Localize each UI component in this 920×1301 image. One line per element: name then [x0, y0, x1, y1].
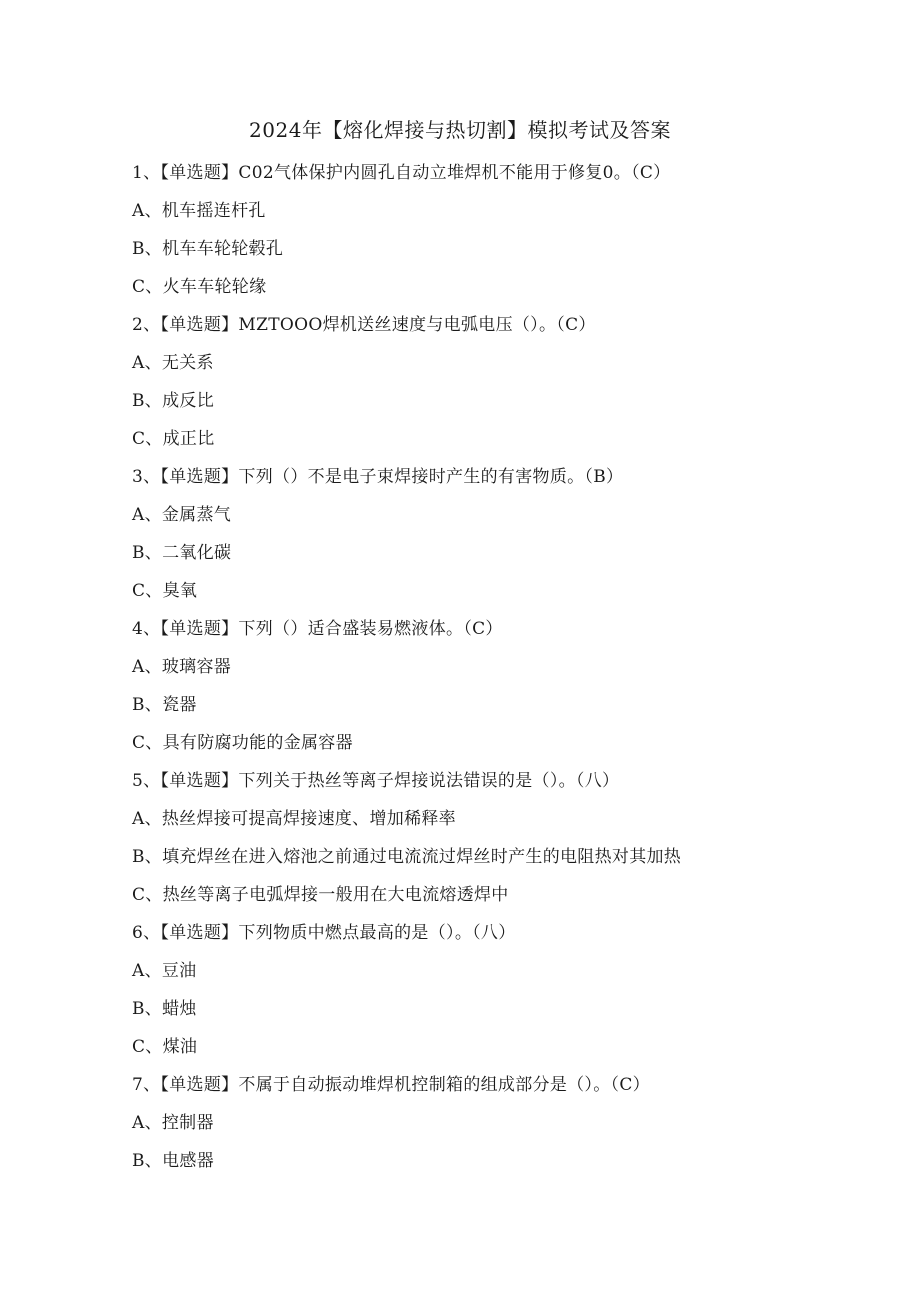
- option-4c: C、具有防腐功能的金属容器: [132, 733, 353, 753]
- question-5: 5、【单选题】下列关于热丝等离子焊接说法错误的是（）。（八）: [132, 771, 620, 791]
- option-3c: C、臭氧: [132, 581, 198, 601]
- option-1b: B、机车车轮轮毂孔: [132, 239, 284, 259]
- option-6c: C、煤油: [132, 1037, 198, 1057]
- option-7b: B、电感器: [132, 1151, 214, 1171]
- question-7: 7、【单选题】不属于自动振动堆焊机控制箱的组成部分是（）。（C）: [132, 1075, 650, 1095]
- option-5a: A、热丝焊接可提高焊接速度、增加稀释率: [132, 809, 456, 829]
- option-7a: A、控制器: [132, 1113, 214, 1133]
- option-1a: A、机车摇连杆孔: [132, 201, 266, 221]
- option-2c: C、成正比: [132, 429, 215, 449]
- option-2b: B、成反比: [132, 391, 214, 411]
- question-1: 1、【单选题】C02气体保护内圆孔自动立堆焊机不能用于修复0。（C）: [132, 163, 671, 183]
- option-2a: A、无关系: [132, 353, 214, 373]
- question-4: 4、【单选题】下列（）适合盛装易燃液体。（C）: [132, 619, 503, 639]
- option-5b: B、填充焊丝在进入熔池之前通过电流流过焊丝时产生的电阻热对其加热: [132, 847, 682, 867]
- option-3a: A、金属蒸气: [132, 505, 232, 525]
- question-3: 3、【单选题】下列（）不是电子束焊接时产生的有害物质。（B）: [132, 467, 624, 487]
- option-6a: A、豆油: [132, 961, 197, 981]
- option-4a: A、玻璃容器: [132, 657, 232, 677]
- option-6b: B、蜡烛: [132, 999, 197, 1019]
- question-2: 2、【单选题】MZTOOO焊机送丝速度与电弧电压（）。（C）: [132, 315, 596, 335]
- document-title: 2024年【熔化焊接与热切割】模拟考试及答案: [249, 118, 671, 142]
- option-5c: C、热丝等离子电弧焊接一般用在大电流熔透焊中: [132, 885, 509, 905]
- question-6: 6、【单选题】下列物质中燃点最高的是（）。（八）: [132, 923, 516, 943]
- option-1c: C、火车车轮轮缘: [132, 277, 267, 297]
- option-4b: B、瓷器: [132, 695, 197, 715]
- option-3b: B、二氧化碳: [132, 543, 232, 563]
